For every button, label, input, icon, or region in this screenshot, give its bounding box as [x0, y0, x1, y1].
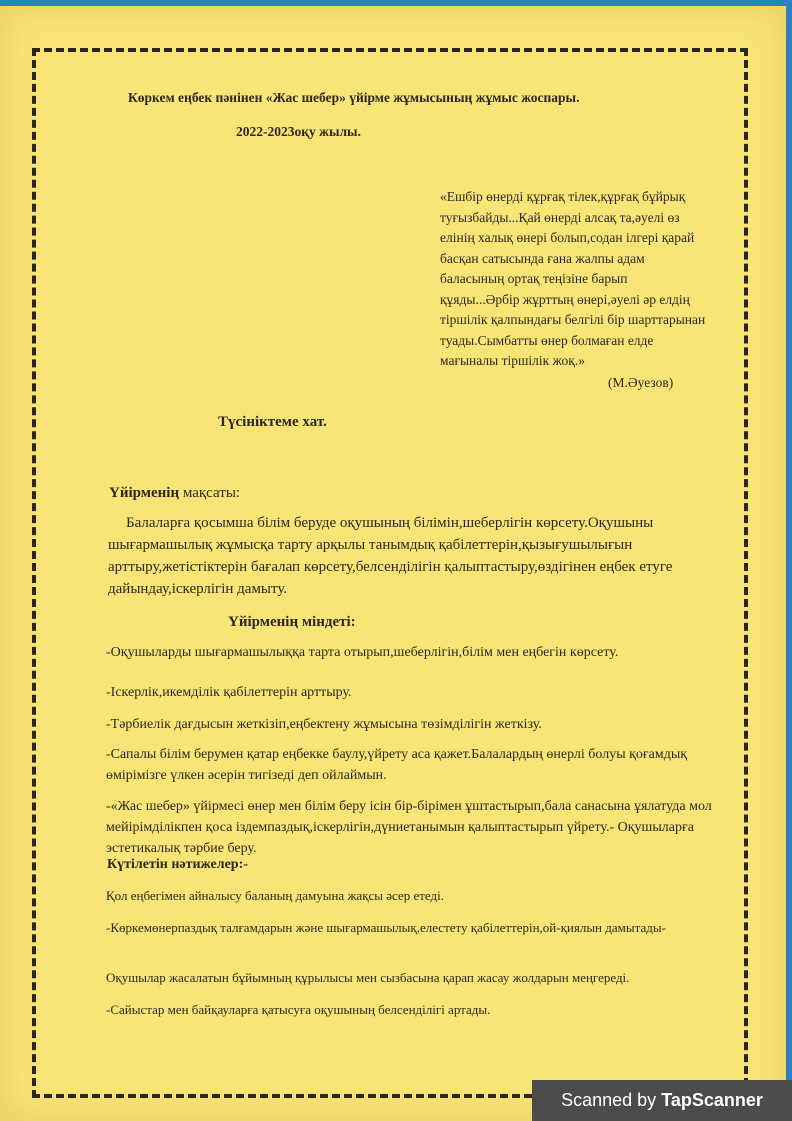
- result-item: Қол еңбегімен айналысу баланың дамуына жақсы әсер етеді.: [106, 888, 445, 903]
- epigraph-line: басқан сатысында ғана жалпы адам: [440, 250, 645, 266]
- goal-heading-rest: мақсаты:: [179, 485, 241, 501]
- document-title: Көркем еңбек пәнінен «Жас шебер» үйірме жұмысының жұмыс жоспары.: [128, 90, 580, 105]
- epigraph-line: құяды...Әрбір жұрттың өнері,әуелі әр елдің: [440, 291, 690, 307]
- watermark-prefix: Scanned by: [561, 1090, 662, 1110]
- goal-paragraph: Балаларға қосымша білім беруде оқушының білімін,шеберлігін көрсету.Оқушыны шығармашылық жұмысқа тарту арқылы танымдық қабілеттерін,қызығушылығын арттыру,жетістіктерін бағалап көрсету,белсенділігін қалыптастыру,өздігінен еңбек етуге дайындау,іскерлігін дамыту.: [108, 515, 673, 597]
- epigraph-author: (М.Әуезов): [608, 375, 674, 390]
- epigraph-line: «Ешбір өнерді құрғақ тілек,құрғақ бұйрық: [440, 189, 686, 204]
- task-item: -Оқушыларды шығармашылыққа тарта отырып,шеберлігін,білім мен еңбегін көрсету.: [106, 645, 619, 660]
- task-item: -Іскерлік,икемділік қабілеттерін арттыру.: [106, 685, 352, 700]
- scanner-watermark: [532, 1080, 792, 1121]
- goal-heading: [109, 485, 240, 502]
- academic-year: 2022-2023оқу жылы.: [236, 124, 361, 139]
- result-item: -Көркемөнерпаздық талғамдарын және шығармашылық,елестету қабілеттерін,ой-қиялын дамытады-: [106, 920, 666, 935]
- epigraph-line: мағыналы тіршілік жоқ.»: [440, 353, 585, 368]
- tasks-heading: Үйірменің міндеті:: [228, 614, 356, 630]
- epigraph-line: елінің халық өнері болып,содан ілгері қарай: [440, 230, 695, 245]
- task-item: -Сапалы білім берумен қатар еңбекке баулу,үйрету аса қажет.Балалардың өнерлі болуы қоғамдық өмірімізге үлкен әсерін тигізеді деп ойлаймын.: [106, 747, 688, 783]
- epigraph-quote: [440, 187, 740, 372]
- epigraph-line: туғызбайды...Қай өнерді алсақ та,әуелі өз: [440, 209, 680, 225]
- goal-heading-bold: Үйірменің: [109, 485, 180, 501]
- task-item: -Тәрбиелік дағдысын жеткізіп,еңбектену жұмысына төзімділігін жеткізу.: [106, 717, 542, 732]
- results-heading: Күтілетін нәтижелер:-: [107, 857, 248, 872]
- epigraph-line: баласының ортақ теңізіне барып: [440, 271, 628, 286]
- document-page: [0, 6, 786, 1121]
- task-item: -«Жас шебер» үйірмесі өнер мен білім беру ісін бір-бірімен ұштастырып,бала санасына ұялатуда мол мейірімділікпен қоса іздемпаздық,іскерлігін,дүниетанымын қалыптастырып үйрету.- Оқушыларға эстетикалық тәрбие беру.: [106, 799, 712, 856]
- result-item: -Сайыстар мен байқауларға қатысуға оқушының белсенділігі артады.: [106, 1002, 491, 1017]
- result-item: Оқушылар жасалатын бұйымның құрылысы мен сызбасына қарап жасау жолдарын меңгереді.: [106, 970, 630, 985]
- epigraph-line: туады.Сымбатты өнер болмаған елде: [440, 332, 654, 348]
- epigraph-line: тіршілік қалпындағы белгілі бір шарттарынан: [440, 312, 706, 327]
- explanation-heading: Түсініктеме хат.: [218, 414, 327, 430]
- watermark-brand: TapScanner: [661, 1090, 763, 1110]
